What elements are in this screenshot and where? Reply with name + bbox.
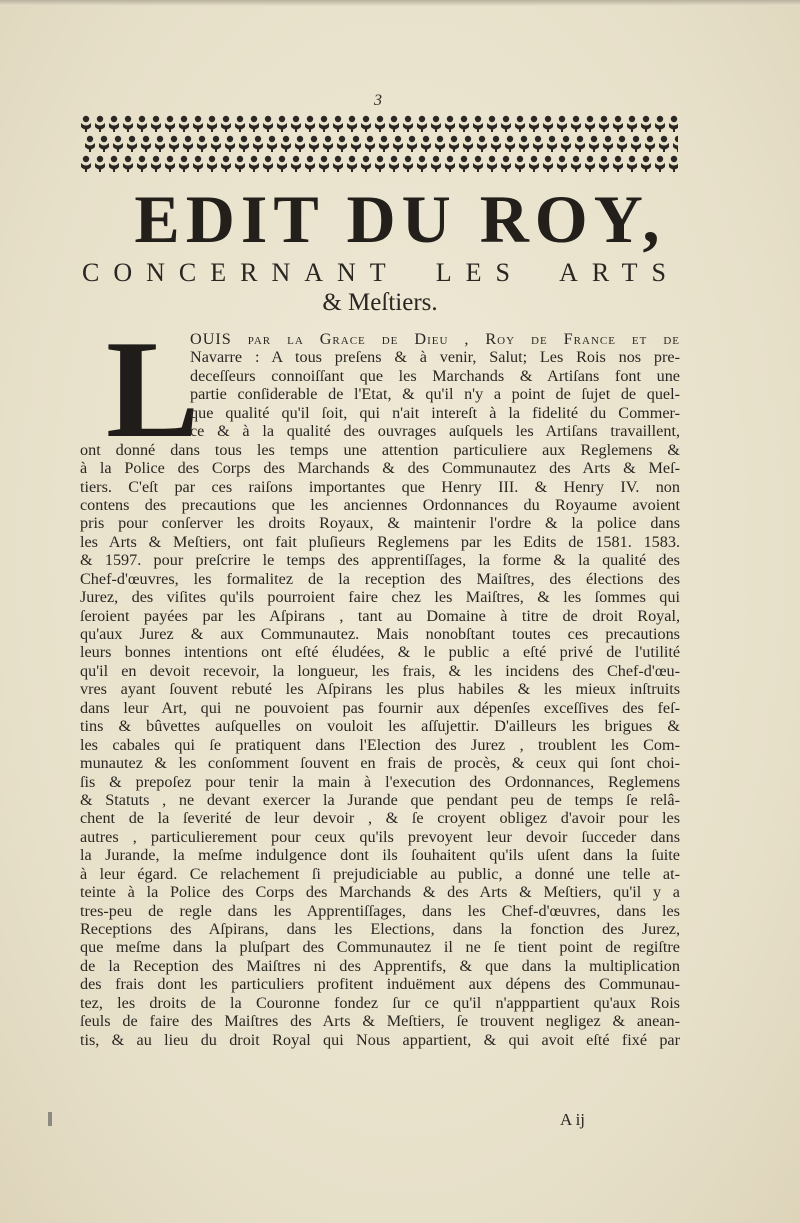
text-line: chent de la ſeverité de leur devoir , & ſe croyent obligez d'avoir pour les xyxy=(80,809,680,828)
text-line: à leur égard. Ce relachement ſi prejudiciable au public, a donné une telle at- xyxy=(80,864,680,883)
ornament-band xyxy=(80,112,678,174)
text-line: Navarre : A tous preſens & à venir, Salut; Les Rois nos pre- xyxy=(190,348,680,367)
edict-subtitle: CONCERNANT LES ARTS xyxy=(82,258,680,287)
catchword: A ij xyxy=(560,1110,586,1129)
text-line: que qualité qu'il ſoit, qui n'ait intereſt à la fidelité du Commer- xyxy=(190,403,680,422)
text-line: vres ayant ſouvent rebuté les Aſpirans les plus habiles & les mieux inſtruits xyxy=(80,680,680,699)
text-line: ſis & prepoſez pour tenir la main à l'execution des Ordonnances, Reglemens xyxy=(80,772,680,791)
text-line: les cabales qui ſe pratiquent dans l'Election des Jurez , troublent les Com- xyxy=(80,735,680,754)
fleuron-ornament-icon xyxy=(80,112,678,174)
text-line: dans leur Art, qui ne pouvoient pas fournir aux dépenſes exceſſives des feſ- xyxy=(80,698,680,717)
text-line: partie conſiderable de l'Etat, & qu'il n'y a point de ſujet de quel- xyxy=(190,385,680,404)
body-text xyxy=(80,312,680,1049)
edict-title: EDIT DU ROY, xyxy=(134,181,666,257)
drop-cap-letter: L xyxy=(106,312,200,467)
text-line: & 1597. pour preſcrire le temps des apprentiſſages, la forme & la qualité des xyxy=(80,551,680,570)
text-line: qu'il en devoit recevoir, la longueur, les frais, & les incidens des Chef-d'œu- xyxy=(80,661,680,680)
text-line: tins & bûvettes auſquelles on vouloit les aſſujettir. D'ailleurs les brigues & xyxy=(80,717,680,736)
text-line: autres , particulierement pour ceux qu'ils prevoyent leur devoir ſucceder dans xyxy=(80,827,680,846)
text-line: à la Police des Corps des Marchands & des Communautez des Arts & Meſ- xyxy=(80,459,680,478)
text-line: ſeuls de faire des Maiſtres des Arts & Meſtiers, ſe trouvent negligez & anean- xyxy=(80,1012,680,1031)
text-line: Receptions des Aſpirans, dans les Elections, dans la fonction des Jurez, xyxy=(80,920,680,938)
text-line: la Jurande, la meſme indulgence dont ils ſouhaitent qu'ils uſent dans la ſuite xyxy=(80,846,680,865)
text-line: pris pour conſerver les droits Royaux, & maintenir l'ordre & la police dans xyxy=(80,514,680,533)
text-line: tiers. C'eſt par ces raiſons importantes que Henry III. & Henry IV. non xyxy=(80,477,680,496)
text-line: teinte à la Police des Corps des Marchands & des Arts & Meſtiers, qu'il y a xyxy=(80,883,680,902)
text-line: OUIS par la Grace de Dieu , Roy de France et de xyxy=(190,330,680,348)
page-top-edge xyxy=(0,0,800,6)
text-line: qu'aux Jurez & aux Communautez. Mais nonobſtant toutes ces precautions xyxy=(80,625,680,643)
text-line: leurs bonnes intentions ont eſté éludées, & le public a eſté privé de l'utilité xyxy=(80,643,680,662)
page-number: 3 xyxy=(374,92,382,109)
text-line: munautez & les conſomment ſouvent en frais de procès, & ceux qui ſont choi- xyxy=(80,754,680,773)
text-line: des frais dont les particuliers profitent induëment aux dépens des Communau- xyxy=(80,975,680,994)
text-line: deceſſeurs connoiſſant que les Marchands & Artiſans font une xyxy=(190,366,680,385)
text-line: & Statuts , ne devant exercer la Jurande que pendant peu de temps ſe relâ- xyxy=(80,790,680,809)
text-line: les Arts & Meſtiers, ont fait pluſieurs Reglemens par les Edits de 1581. 1583. xyxy=(80,532,680,551)
text-line: tis, & au lieu du droit Royal qui Nous appartient, & qui avoit eſté fixé par xyxy=(80,1030,680,1049)
text-line: contens des precautions que les anciennes Ordonnances du Royaume avoient xyxy=(80,495,680,514)
text-line: tez, les droits de la Couronne fondez ſur ce qu'il n'apppartient qu'aux Rois xyxy=(80,993,680,1012)
text-line: ont donné dans tous les temps une attention particuliere aux Reglemens & xyxy=(80,440,680,459)
text-line: ſeroient payées par les Aſpirans , tant au Domaine à titre de droit Royal, xyxy=(80,606,680,625)
text-line: Chef-d'œuvres, les formalitez de la reception des Maiſtres, des élections des xyxy=(80,569,680,588)
text-line: que meſme dans la pluſpart des Communautez il ne ſe tient point de regiſtre xyxy=(80,938,680,957)
text-line: Jurez, des viſites qu'ils pourroient faire chez les Maiſtres, & les ſommes qui xyxy=(80,588,680,607)
text-line: tres-peu de regle dans les Apprentiſſages, dans les Chef-d'œuvres, dans les xyxy=(80,901,680,920)
text-line: de la Reception des Maiſtres ni des Apprentifs, & que dans la multiplication xyxy=(80,956,680,975)
text-line: ce & à la qualité des ouvrages auſquels les Artiſans travaillent, xyxy=(190,422,680,441)
margin-mark xyxy=(48,1112,52,1126)
edict-subtitle-line-2: & Meſtiers. xyxy=(322,289,438,316)
